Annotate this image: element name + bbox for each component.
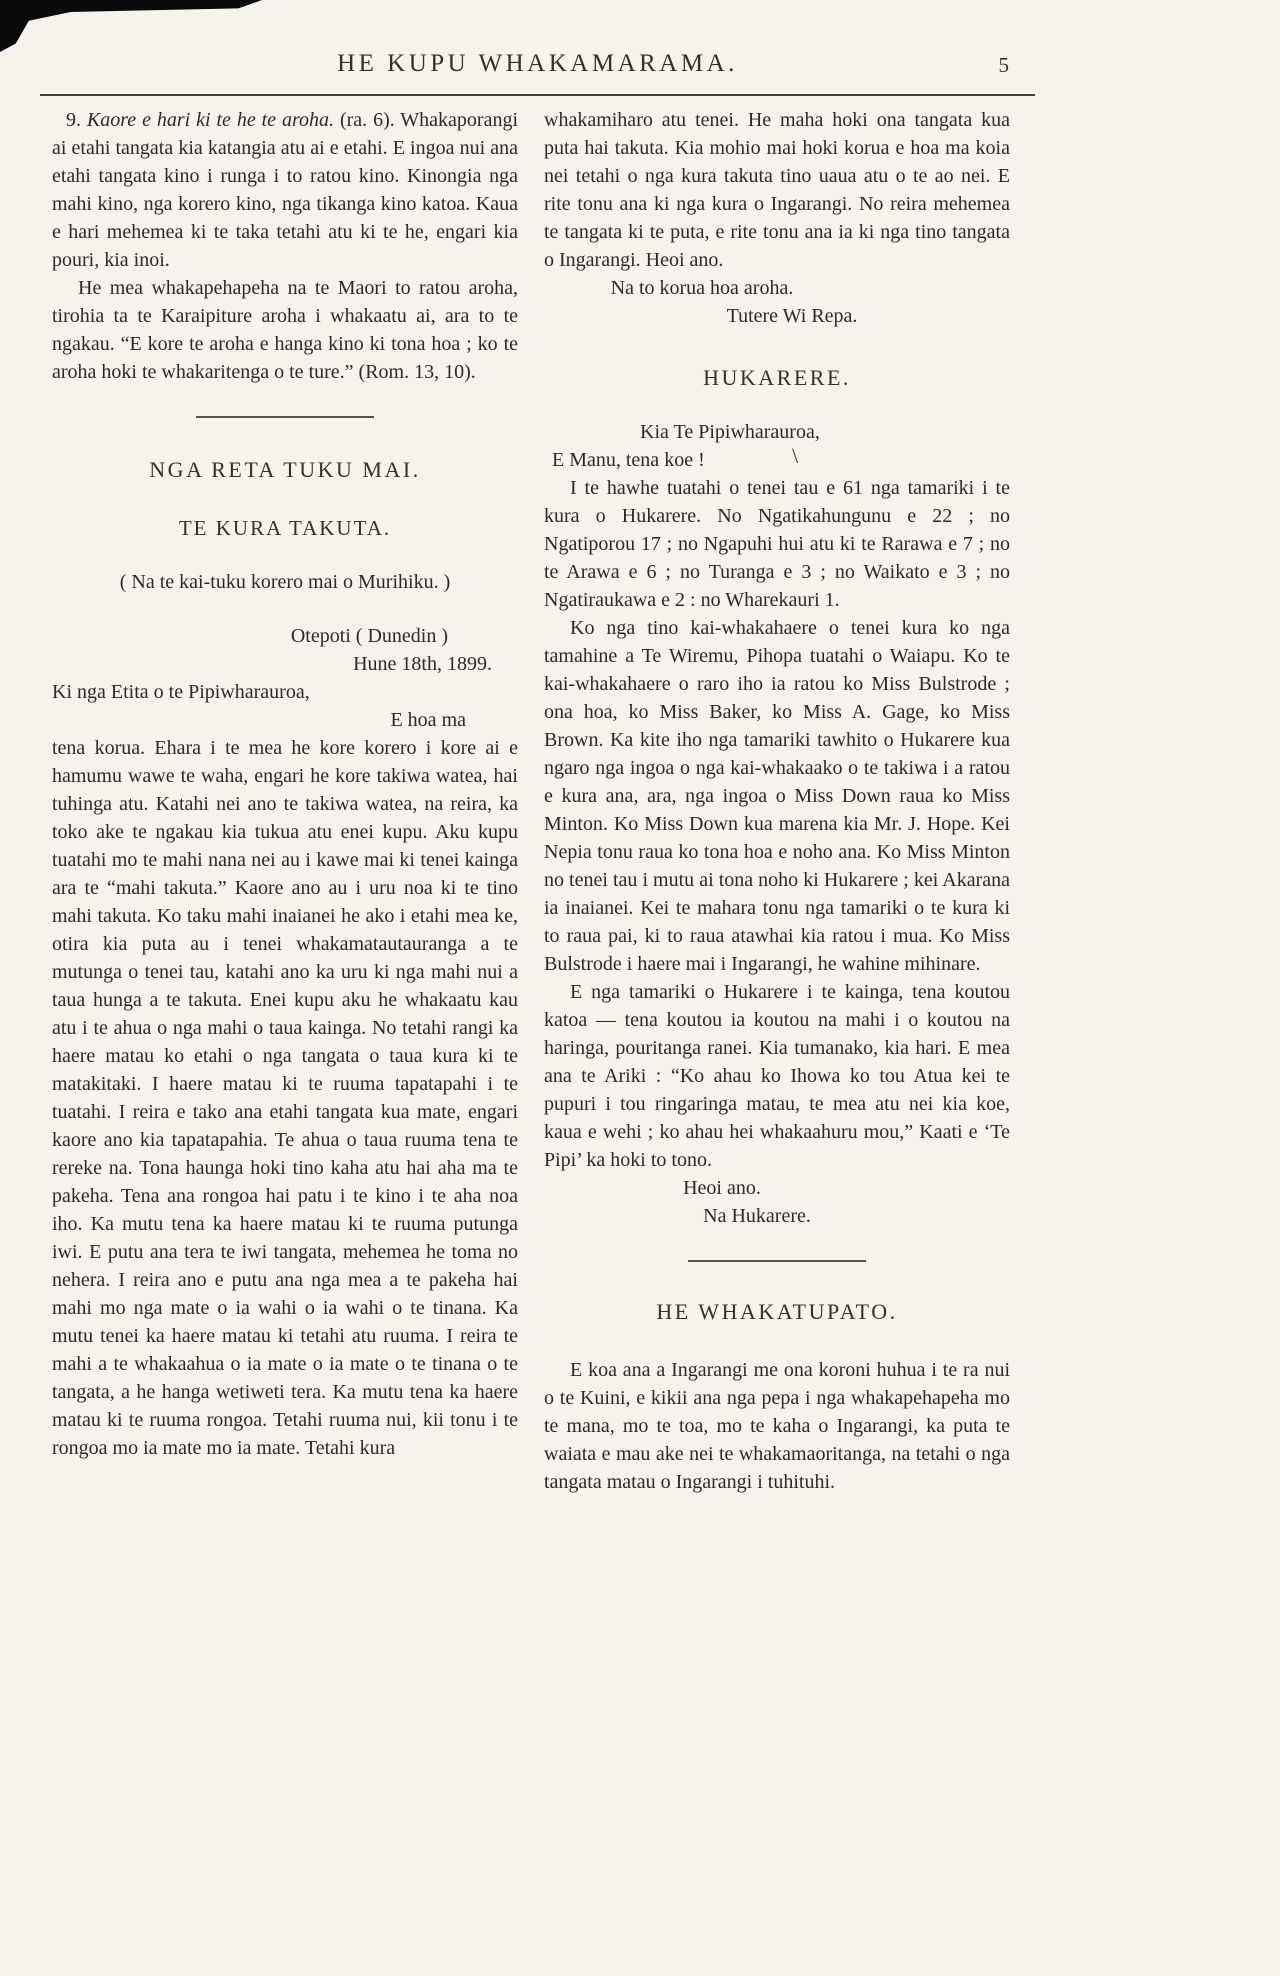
- whakatupato-heading: HE WHAKATUPATO.: [656, 1299, 898, 1324]
- content-columns: [52, 106, 1010, 1496]
- hukarere-paragraph-1: I te hawhe tuatahi o tenei tau e 61 nga tamariki i te kura o Hukarere. No Ngatikahungunu e 22 ; no Ngatiporou 17 ; no Ngapuhi hui atu ki te Rarawa e 7 ; no te Arawa e 6 ; no Turanga e 3 ; no Waikato e 3 ; no Ngatiraukawa e 2 : no Wharekauri 1.: [544, 477, 1010, 611]
- hukarere-salutation-2-text: E Manu, tena koe !: [552, 449, 705, 471]
- letter-body: tena korua. Ehara i te mea he kore korero i kore ai e hamumu wawe te waha, engari he kore takiwa watea, hai tuhinga atu. Katahi nei ano te takiwa watea, na reira, ka toko ake te ngakau kia tukua atu enei kupu. Aku kupu tuatahi mo te mahi nana nei au i kawe mai ki tenei kainga ara te “mahi takuta.” Kaore ano au i uru noa ki te tino mahi takuta. Ko taku mahi inaianei he ako i etahi mea ke, otira kia puta au i tenei whakamatautauranga a te mutunga o tenei tau, katahi ano ka uru ki nga mahi nui a taua hunga a te takuta. Enei kupu aku he whakaatu kau atu i te ahua o nga mahi o taua kainga. No tetahi rangi ka haere matau ko etahi o nga tangata o taua kura ki te matakitaki. I haere matau ki te ruuma tapatapahi i te tuatahi. I reira e tako ana etahi tangata kua mate, engari kaore ano kia tapatapahia. Te ahua o taua ruuma tena te rereke na. Tona haunga hoki tino kaha atu hai aha ma te pakeha. Tena ana rongoa hai patu i te kino i te aha noa iho. Ka mutu tena ka haere matau ki te ruuma putunga iwi. E putu ana tera te iwi tangata, mehemea he toma no nehera. I reira ano e putu ana nga mea a te pakeha hai mahi mo nga mate o ia wahi o ia wahi o te tinana. Ka mutu tenei ka haere matau ki tetahi atu ruuma. I reira te mahi a te whakaahua o ia mate o ia mate o te tinana o te tangata, a he hanga wetiweti tera. Ka mutu tena ka haere matau ki te ruuma rongoa. Tetahi ruuma nui, kii tonu i te rongoa mo ia mate mo ia mate. Tetahi kura: [52, 737, 518, 1459]
- item-reference: (ra. 6).: [339, 109, 395, 131]
- letter-closing: Na to korua hoa aroha.: [610, 277, 794, 299]
- letter-place: Otepoti ( Dunedin ): [290, 625, 448, 647]
- hukarere-paragraph-3: E nga tamariki o Hukarere i te kainga, tena koutou katoa — tena koutou ia koutou na mahi i o koutou na haringa, pouritanga ranei. Kia tumanako, kia hari. E mea ana te Ariki : “Ko ahau ko Ihowa ko tou Atua kei te pupuri i tou ringaringa matau, te mea atu nei kia koe, kaua e wehi ; ko ahau hei whakaahuru mou,” Kaati e ‘Te Pipi’ ka hoki to tono.: [544, 981, 1010, 1171]
- item-scripture-title: Kaore e hari ki te he te aroha.: [86, 109, 335, 131]
- page-header: [40, 50, 1035, 84]
- section-divider: [196, 416, 374, 418]
- page-title: HE KUPU WHAKAMARAMA.: [337, 50, 738, 77]
- item-number: 9.: [66, 109, 81, 131]
- letter-date: Hune 18th, 1899.: [353, 653, 492, 675]
- letter-salutation: Ki nga Etita o te Pipiwharauroa,: [52, 681, 310, 703]
- hukarere-closing: Heoi ano.: [683, 1177, 761, 1199]
- ink-mark: \: [792, 443, 799, 468]
- section-divider-2: [688, 1260, 866, 1262]
- page-number: 5: [998, 53, 1009, 77]
- hukarere-signature: Na Hukarere.: [703, 1205, 811, 1227]
- hukarere-paragraph-2: Ko nga tino kai-whakahaere o tenei kura ko nga tamahine a Te Wiremu, Pihopa tuatahi o Waiapu. Ko te kai-whakahaere o raro iho ia ratou ko Miss Bulstrode ; ona hoa, ko Miss Baker, ko Miss A. Gage, ko Miss Brown. Ka kite iho nga tamariki tawhito o Hukarere kua ngaro nga ingoa o nga kai-whakaako o te takiwa i a ratou e kura ana, ara, nga ingoa o Miss Down raua ko Miss Minton. Ko Miss Down kua marena kia Mr. J. Hope. Kei Nepia tonu raua ko tona hoa e noho ana. Ko Miss Minton no tenei tau i mutu ai tona noho ki Hukarere ; kei Akarana ia inaianei. Kei te mahara tonu nga tamariki o te kura ki to raua pai, ki to raua atawhai kia ratou i mua. Ko Miss Bulstrode i haere mai i Ingarangi, he wahine mihinare.: [544, 617, 1010, 975]
- hukarere-salutation-2: [544, 443, 1010, 474]
- letter-body-continued: whakamiharo atu tenei. He maha hoki ona tangata kua puta hai takuta. Kia mohio mai hoki korua e hoa ma koia nei tetahi o nga kura takuta tino uaua atu o te ao nei. E rite tonu ana ki nga kura o Ingarangi. No reira mehemea te tangata ki te puta, e rite tonu ana ia ki nga tino tangata o Ingarangi. Heoi ano.: [544, 109, 1010, 271]
- letter-byline: ( Na te kai-tuku korero mai o Murihiku. ): [119, 571, 451, 593]
- whakatupato-paragraph: E koa ana a Ingarangi me ona koroni huhua i te ra nui o te Kuini, e kikii ana nga pepa i nga whakapehapeha mo te mana, mo te toa, mo te kaha o Ingarangi, ka puta te waiata e mau ake nei te whakamaoritanga, na tetahi o nga tangata matau o Ingarangi i tuhituhi.: [544, 1359, 1010, 1493]
- letter-salutation-2: E hoa ma: [390, 709, 466, 731]
- header-rule: [40, 94, 1035, 96]
- left-column: [52, 106, 518, 1496]
- hukarere-heading: HUKARERE.: [703, 365, 851, 390]
- item-body: Whakaporangi ai etahi tangata kia katangia atu ai e etahi. E ingoa nui ana etahi tangata kino i runga i to ratou kino. Kinongia nga mahi kino, nga korero kino, nga tikanga kino katoa. Kaua e hari mehemea ki te taka tetahi atu ki te he, engari kia pouri, kia inoi.: [52, 109, 519, 271]
- numbered-item-9: [52, 106, 518, 274]
- right-column: [544, 106, 1010, 1496]
- item-9-paragraph-2: He mea whakapehapeha na te Maori to ratou aroha, tirohia ta te Karaipiture aroha i whakaatu ai, ara to te ngakau. “E kore te aroha e hanga kino ki tona hoa ; ko te aroha hoki te whakaritenga o te ture.” (Rom. 13, 10).: [52, 277, 518, 383]
- hukarere-salutation-1: Kia Te Pipiwharauroa,: [640, 421, 820, 443]
- letters-section-heading: NGA RETA TUKU MAI.: [149, 457, 421, 482]
- letter-signature: Tutere Wi Repa.: [726, 305, 858, 327]
- scan-edge-artifact: [0, 0, 262, 52]
- letter-title: TE KURA TAKUTA.: [178, 516, 392, 540]
